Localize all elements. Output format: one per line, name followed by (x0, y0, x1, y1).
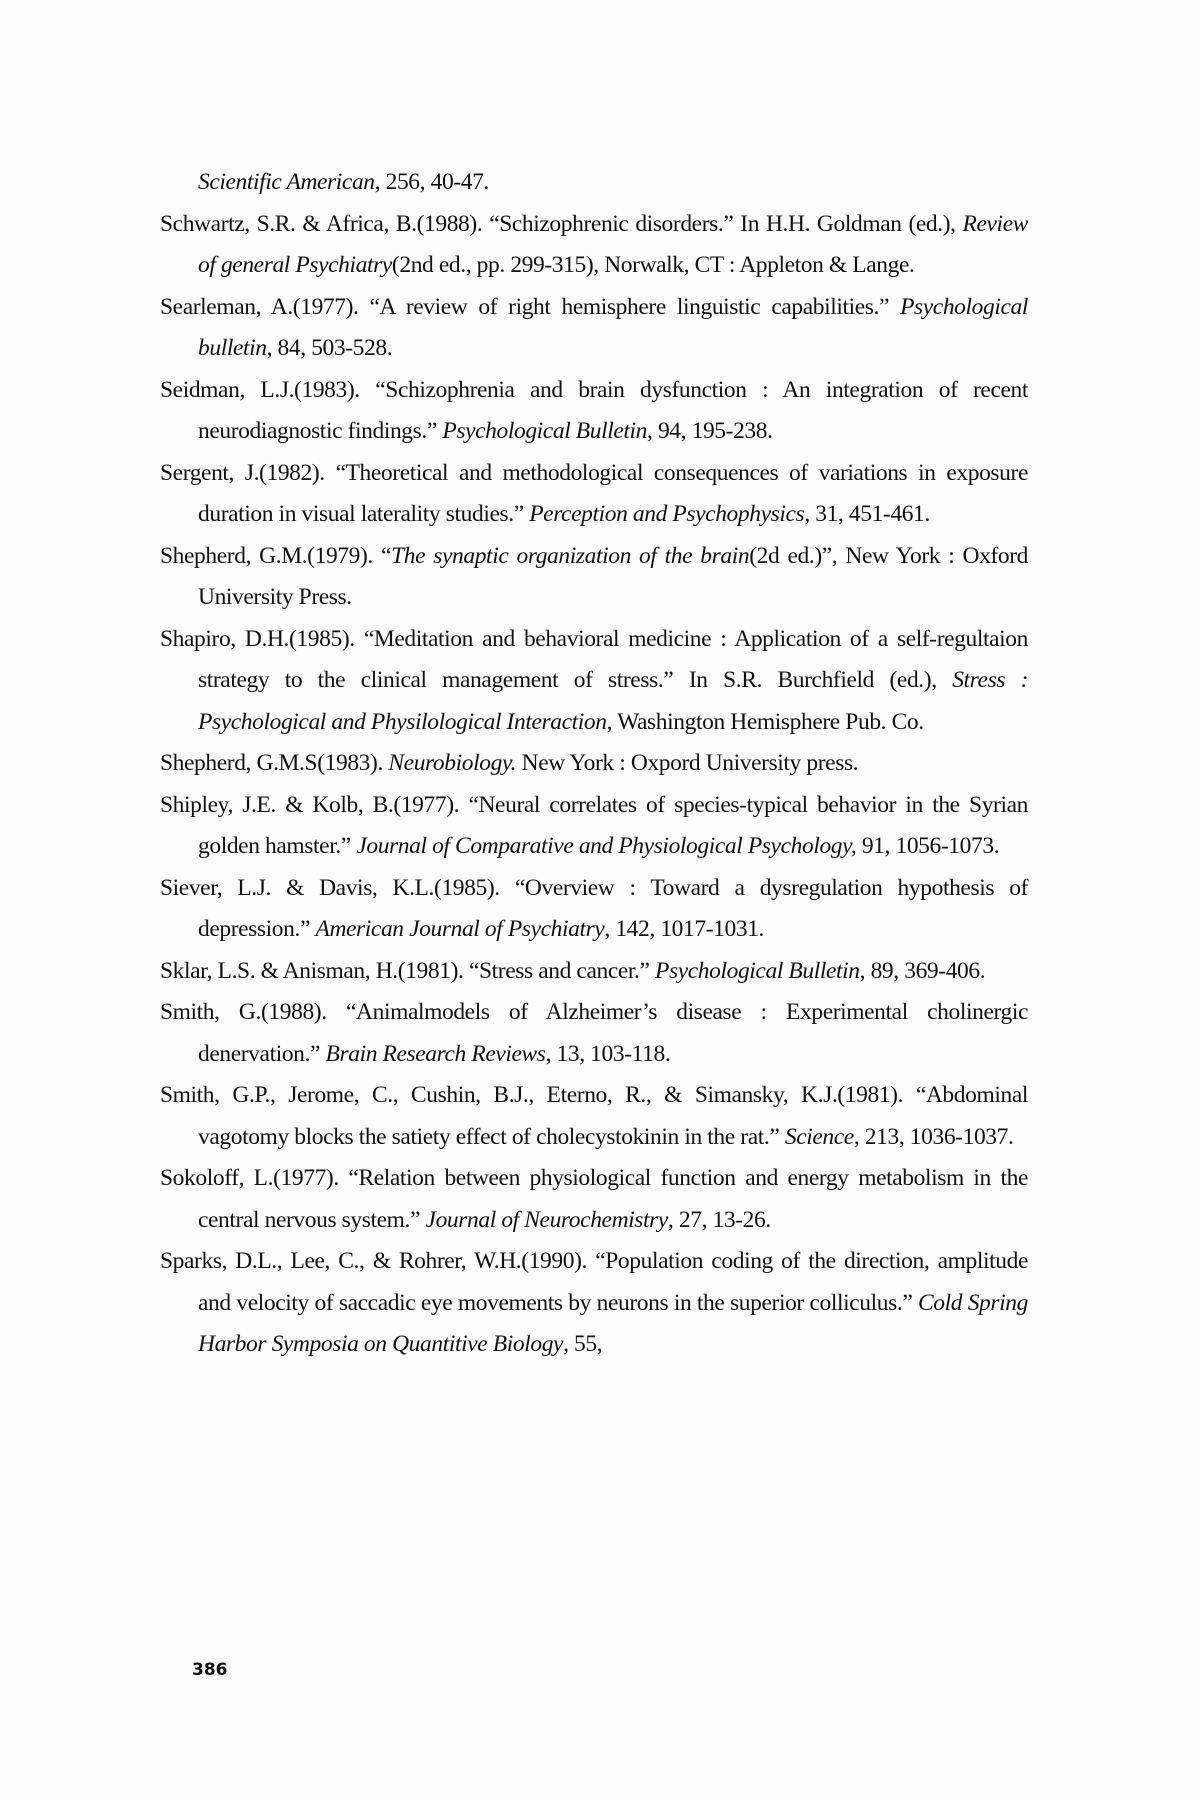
book-title: Stress : Psychological and Physilological Interaction (198, 667, 1028, 735)
reference-entry (160, 785, 1028, 868)
journal-title: Cold Spring Harbor Symposia on Quantitive Biology (198, 1289, 1028, 1357)
journal-title: Perception and Psychophysics (529, 501, 805, 527)
reference-text: , 142, 1017-1031. (604, 916, 765, 942)
journal-title: Psychological Bulletin (655, 957, 860, 984)
reference-entry (160, 370, 1028, 453)
journal-title: American Journal of Psychiatry (315, 916, 605, 942)
reference-text: Sokoloff, L.(1977). “Relation between physiological function and energy metabolism in the central nervous system.” (160, 1165, 1028, 1233)
reference-text: Shepherd, G.M.(1979). “ (160, 542, 392, 569)
reference-text: , 55, (563, 1331, 603, 1357)
reference-text: Smith, G.P., Jerome, C., Cushin, B.J., Eterno, R., & Simansky, K.J.(1981). “Abdominal vagotomy blocks the satiety effect of cholecystokinin in the rat.” (160, 1082, 1028, 1150)
reference-text: , 213, 1036-1037. (853, 1123, 1014, 1150)
reference-entry (160, 287, 1028, 370)
reference-entry (160, 743, 1028, 785)
page-number: 386 (192, 1660, 228, 1680)
reference-text: , 94, 195-238. (647, 418, 773, 444)
reference-entry (160, 1158, 1028, 1241)
reference-entry (160, 619, 1028, 744)
reference-text: Shapiro, D.H.(1985). “Meditation and behavioral medicine : Application of a self-regultaion strategy to the clinical management of stress.” In S.R. Burchfield (ed.), (160, 625, 1028, 693)
reference-text: , Washington Hemisphere Pub. Co. (606, 708, 924, 735)
book-title: The synaptic organization of the brain (391, 542, 750, 569)
reference-text: Seidman, L.J.(1983). “Schizophrenia and brain dysfunction : An integration of recent neurodiagnostic findings.” (160, 376, 1028, 444)
journal-title: Psychological Bulletin (442, 418, 647, 444)
reference-text: Searleman, A.(1977). “A review of right hemisphere linguistic capabilities.” (160, 293, 901, 320)
reference-text: (2nd ed., pp. 299-315), Norwalk, CT : Appleton & Lange. (391, 252, 915, 278)
reference-text: 91, 1056-1073. (856, 833, 1000, 859)
book-title: Neurobiology. (388, 750, 517, 776)
reference-entry (160, 453, 1028, 536)
reference-text: Sparks, D.L., Lee, C., & Rohrer, W.H.(1990). “Population coding of the direction, amplitude and velocity of saccadic eye movements by neurons in the superior colliculus.” (160, 1248, 1028, 1316)
journal-title: Journal of Neurochemistry (425, 1206, 668, 1233)
reference-text: , 13, 103-118. (545, 1040, 671, 1067)
reference-list (160, 162, 1028, 1366)
reference-text: , 256, 40-47. (374, 169, 489, 195)
reference-text: Sergent, J.(1982). “Theoretical and methodological consequences of variations in exposure duration in visual laterality studies.” (160, 459, 1028, 527)
journal-title: Brain Research Reviews (325, 1040, 546, 1067)
journal-title: Journal of Comparative and Physiological Psychology, (356, 833, 857, 859)
reference-entry (160, 1241, 1028, 1366)
reference-entry (160, 536, 1028, 619)
reference-text: New York : Oxpord University press. (516, 750, 859, 776)
reference-text: , 89, 369-406. (859, 957, 986, 984)
reference-text: , 84, 503-528. (266, 335, 393, 361)
reference-text: Shepherd, G.M.S(1983). (160, 750, 389, 776)
reference-entry (160, 951, 1028, 993)
reference-text: Schwartz, S.R. & Africa, B.(1988). “Schizophrenic disorders.” In H.H. Goldman (ed.), (160, 210, 963, 237)
reference-text: (2d ed.)”, New York : Oxford University Press. (198, 542, 1028, 610)
reference-entry (160, 868, 1028, 951)
journal-title: Scientific American (198, 169, 375, 195)
reference-entry (160, 992, 1028, 1075)
reference-text: Smith, G.(1988). “Animalmodels of Alzheimer’s disease : Experimental cholinergic denervation.” (160, 999, 1028, 1067)
reference-entry (160, 162, 1028, 204)
reference-text: , 31, 451-461. (804, 501, 930, 527)
reference-text: Shipley, J.E. & Kolb, B.(1977). “Neural correlates of species-typical behavior in the Syrian golden hamster.” (160, 791, 1028, 859)
reference-entry (160, 204, 1028, 287)
journal-title: Psychological bulletin (198, 293, 1028, 361)
reference-entry (160, 1075, 1028, 1158)
journal-title: Review of general Psychiatry (198, 210, 1028, 278)
journal-title: Science (784, 1123, 854, 1150)
reference-text: , 27, 13-26. (667, 1206, 771, 1233)
reference-text: Siever, L.J. & Davis, K.L.(1985). “Overview : Toward a dysregulation hypothesis of depression.” (160, 874, 1028, 942)
reference-text: Sklar, L.S. & Anisman, H.(1981). “Stress and cancer.” (160, 957, 656, 984)
